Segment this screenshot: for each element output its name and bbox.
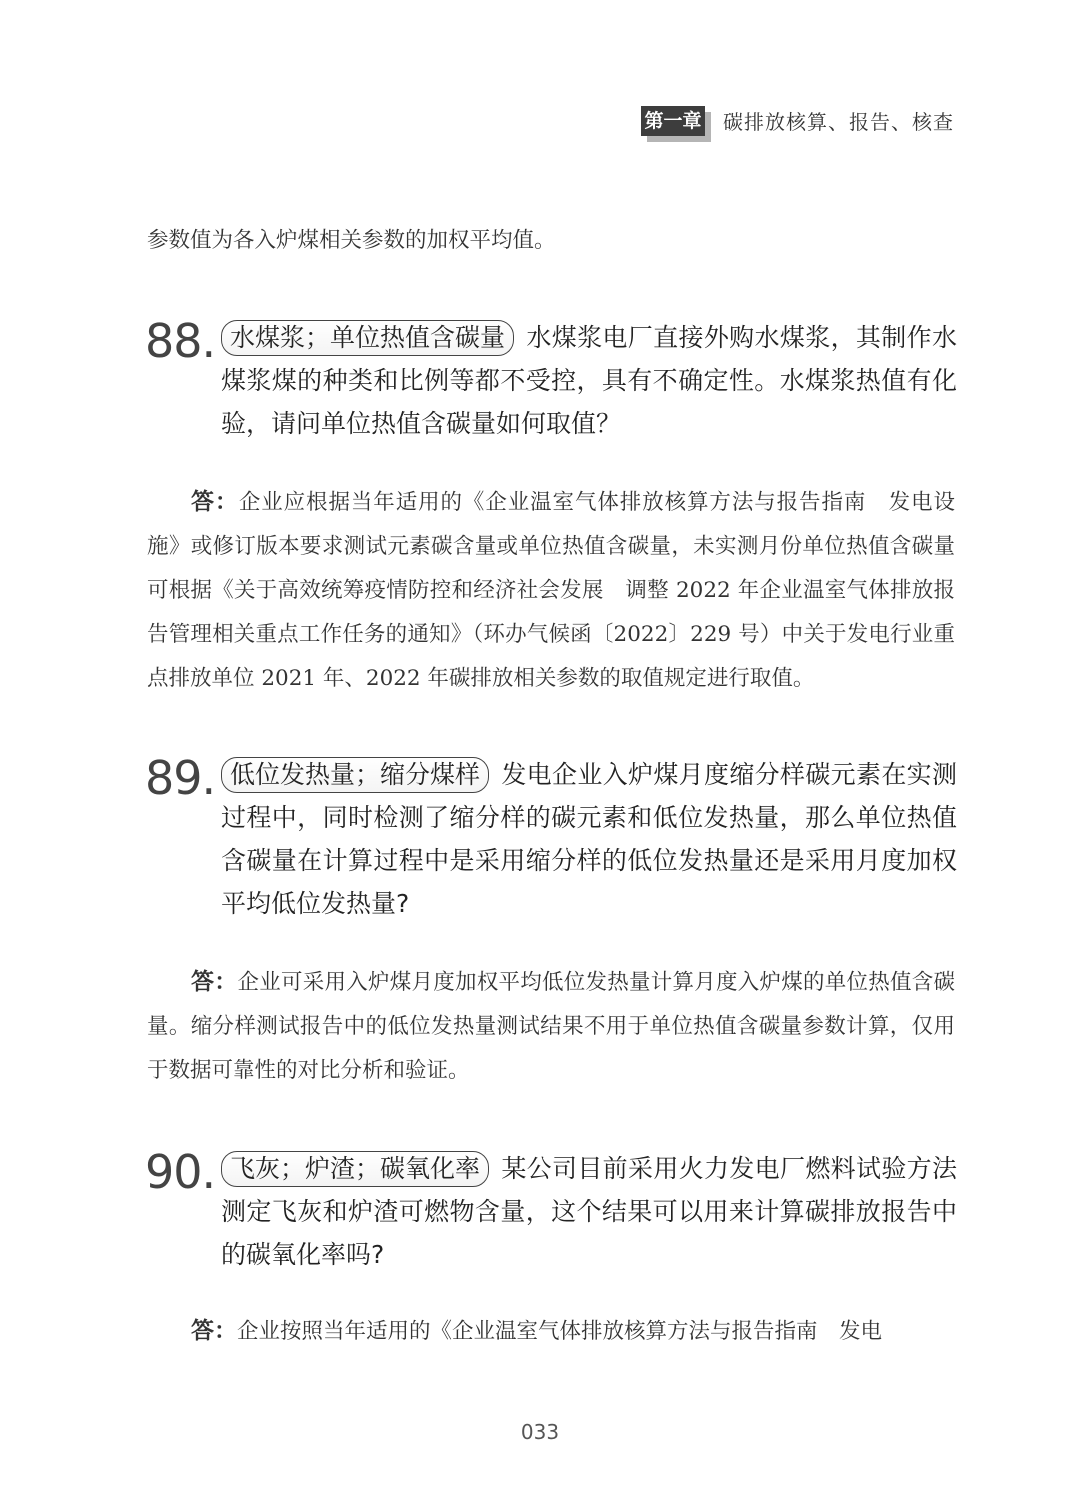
question-body: 某公司目前采用火力发电厂燃料试验方法测定飞灰和炉渣可燃物含量，这个结果可以用来计算碳排放报告中的碳氧化率吗? [221, 1154, 957, 1269]
chapter-title: 碳排放核算、报告、核查 [723, 109, 954, 134]
question-number: 88. [145, 314, 216, 368]
answer-label: 答： [191, 489, 239, 515]
page-header [641, 102, 954, 138]
answer-body: 企业应根据当年适用的《企业温室气体排放核算方法与报告指南 发电设施》或修订版本要求测试元素碳含量或单位热值含碳量，未实测月份单位热值含碳量可根据《关于高效统筹疫情防控和经济社会发展 调整 2022 年企业温室气体排放报告管理相关重点工作任务的通知》（环办气候函〔2022〕229 号）中关于发电行业重点排放单位 2021 年、2022 年碳排放相关参数的取值规定进行取值。 [147, 490, 955, 691]
answer-label: 答： [191, 969, 238, 995]
answer-body: 企业可采用入炉煤月度加权平均低位发热量计算月度入炉煤的单位热值含碳量。缩分样测试报告中的低位发热量测试结果不用于单位热值含碳量参数计算，仅用于数据可靠性的对比分析和验证。 [147, 970, 955, 1083]
question-body: 发电企业入炉煤月度缩分样碳元素在实测过程中，同时检测了缩分样的碳元素和低位发热量，那么单位热值含碳量在计算过程中是采用缩分样的低位发热量还是采用月度加权平均低位发热量? [221, 760, 957, 918]
chapter-badge [641, 106, 705, 134]
answer-90 [147, 1309, 955, 1354]
answer-label: 答： [191, 1318, 237, 1344]
answer-89 [147, 960, 955, 1093]
answer-body: 企业按照当年适用的《企业温室气体排放核算方法与报告指南 发电 [237, 1319, 883, 1344]
question-body: 水煤浆电厂直接外购水煤浆，其制作水煤浆煤的种类和比例等都不受控，具有不确定性。水煤浆热值有化验，请问单位热值含碳量如何取值？ [221, 323, 957, 438]
keyword-tag: 低位发热量；缩分煤样 [221, 757, 489, 793]
intro-text: 参数值为各入炉煤相关参数的加权平均值。 [147, 228, 556, 253]
question-text [221, 1147, 957, 1276]
question-text [221, 316, 957, 445]
chapter-label: 第一章 [641, 106, 705, 136]
page-number: 033 [520, 1420, 560, 1444]
answer-88 [147, 480, 955, 701]
question-number: 90. [145, 1145, 216, 1199]
keyword-tag: 飞灰；炉渣；碳氧化率 [221, 1151, 489, 1187]
question-text [221, 753, 957, 925]
question-number: 89. [145, 751, 216, 805]
keyword-tag: 水煤浆；单位热值含碳量 [221, 320, 514, 356]
